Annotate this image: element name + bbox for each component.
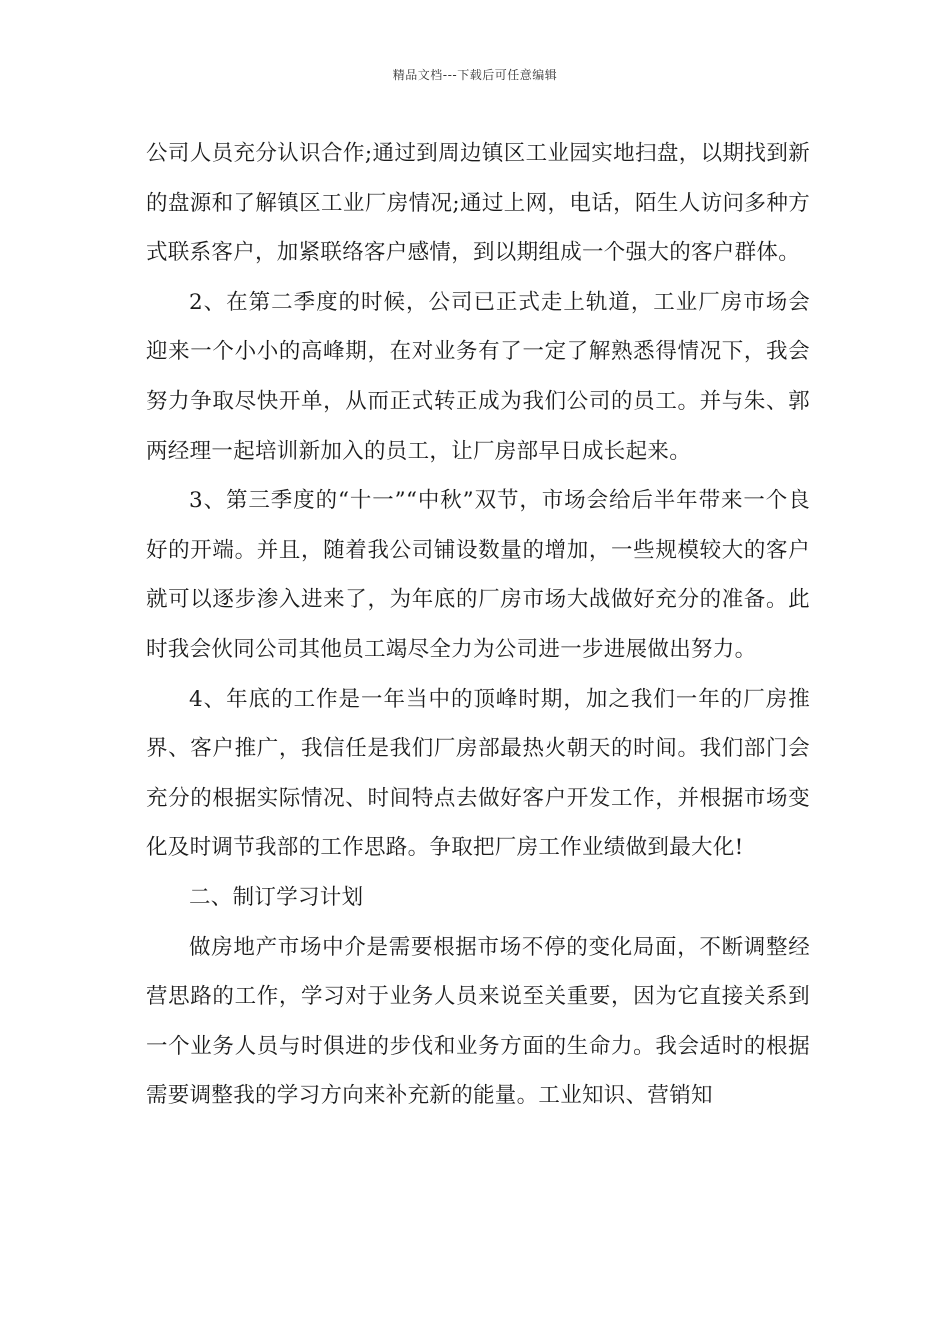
section-heading-study-plan: 二、制订学习计划 (189, 884, 364, 910)
paragraph-q2-plan: 2、在第二季度的时候，公司已正式走上轨道，工业厂房市场会迎来一个小小的高峰期，在对业务有了一定了解熟悉得情况下，我会努力争取尽快开单，从而正式转正成为我们公司的员工。并与朱、郭两经理一起培训新加入的员工，让厂房部早日成长起来。 (146, 289, 810, 464)
paragraph-q3-plan: 3、第三季度的“十一”“中秋”双节，市场会给后半年带来一个良好的开端。并且，随着我公司铺设数量的增加，一些规模较大的客户就可以逐步渗入进来了，为年底的厂房市场大战做好充分的准备。此时我会伙同公司其他员工竭尽全力为公司进一步进展做出努力。 (146, 488, 810, 662)
paragraph-continuation: 公司人员充分认识合作;通过到周边镇区工业园实地扫盘，以期找到新的盘源和了解镇区工业厂房情况;通过上网，电话，陌生人访问多种方式联系客户，加紧联络客户感情，到以期组成一个强大的客户群体。 (146, 141, 810, 266)
document-body (146, 129, 810, 1121)
page-header: 精品文档---下载后可任意编辑 (392, 68, 558, 82)
paragraph-year-end-plan: 4、年底的工作是一年当中的顶峰时期，加之我们一年的厂房推界、客户推广，我信任是我们厂房部最热火朝天的时间。我们部门会充分的根据实际情况、时间特点去做好客户开发工作，并根据市场变化及时调节我部的工作思路。争取把厂房工作业绩做到最大化! (146, 686, 810, 861)
paragraph-study-plan: 做房地产市场中介是需要根据市场不停的变化局面，不断调整经营思路的工作，学习对于业务人员来说至关重要，因为它直接关系到一个业务人员与时俱进的步伐和业务方面的生命力。我会适时的根据需要调整我的学习方向来补充新的能量。工业知识、营销知 (146, 934, 810, 1109)
